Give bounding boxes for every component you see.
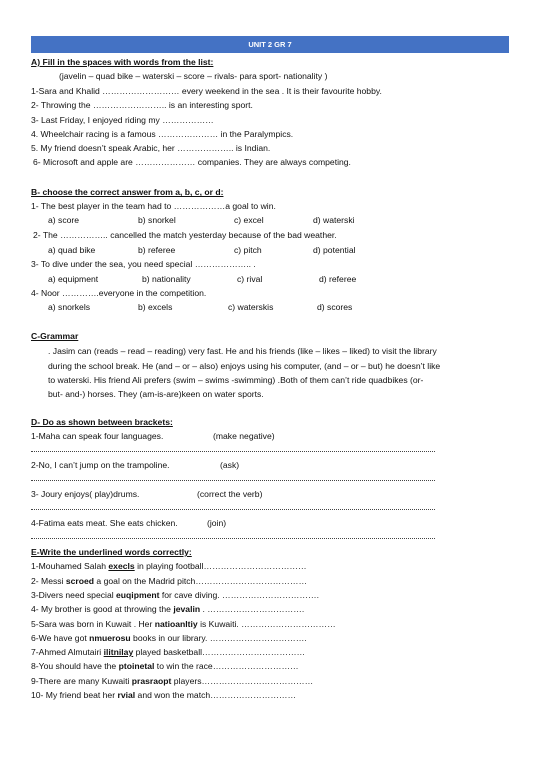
correction-item-text: 1-Mouhamed Salah	[31, 561, 109, 571]
section-a-item-6: 6- Microsoft and apple are ………………… companies. They are always competing.	[33, 157, 351, 167]
grammar-line-3: to waterski. His friend Ali prefers (swim – swims -swimming) .Both of them can’t ride quadbikes (or-	[48, 375, 424, 385]
unit-title: UNIT 2 GR 7	[248, 39, 292, 49]
correction-item	[31, 620, 336, 629]
question-3-option-c: c) rival	[237, 274, 263, 284]
section-a-item-3: 3- Last Friday, I enjoyed riding my ………………	[31, 115, 214, 125]
section-c-heading: C-Grammar	[31, 331, 79, 341]
grammar-line-1: . Jasim can (reads – read – reading) very fast. He and his friends (like – likes – liked) to visit the library	[48, 346, 437, 356]
misspelled-word: euqipment	[116, 590, 160, 600]
correction-item-text: 10- My friend beat her	[31, 690, 118, 700]
misspelled-word: execls	[108, 561, 135, 571]
misspelled-word: prasraopt	[131, 676, 172, 686]
transform-item-3-sentence: 3- Joury enjoys( play)drums.	[31, 489, 140, 499]
correction-answer-blank[interactable]: players…………………………………	[171, 676, 314, 686]
question-1-stem: 1- The best player in the team had to ………………a goal to win.	[31, 201, 276, 211]
misspelled-word: natioanltiy	[154, 619, 198, 629]
grammar-line-2: during the school break. He (and – or – also) enjoys using his computer, (and – or – but) he doesn’t like	[48, 361, 441, 371]
answer-line-3[interactable]	[31, 509, 435, 510]
question-4-option-d: d) scores	[317, 302, 353, 312]
question-4-stem: 4- Noor ………….everyone in the competition.	[31, 288, 207, 298]
unit-title-banner	[31, 36, 509, 53]
correction-item-text: 9-There are many Kuwaiti	[31, 676, 132, 686]
correction-item-text: 8-You should have the	[31, 661, 119, 671]
answer-line-4[interactable]	[31, 538, 435, 539]
misspelled-word: ptoinetal	[118, 661, 155, 671]
grammar-line-4: but- and-) horses. They (am-is-are)keen on water sports.	[48, 389, 264, 399]
transform-item-4-sentence: 4-Fatima eats meat. She eats chicken.	[31, 518, 178, 528]
misspelled-word: ilitnilay	[103, 647, 134, 657]
correction-item	[31, 691, 296, 700]
correction-answer-blank[interactable]: . …………………………….	[200, 604, 305, 614]
question-3-option-b: b) nationality	[142, 274, 191, 284]
correction-item	[31, 677, 313, 686]
correction-answer-blank[interactable]: to win the race…………………………	[154, 661, 299, 671]
answer-line-2[interactable]	[31, 480, 435, 481]
correction-item	[31, 648, 305, 657]
correction-item-text: 6-We have got	[31, 633, 90, 643]
transform-item-4-instruction: (join)	[207, 518, 227, 528]
correction-item-text: 5-Sara was born in Kuwait . Her	[31, 619, 155, 629]
correction-answer-blank[interactable]: played basketball………………………………	[133, 647, 306, 657]
answer-line-1[interactable]	[31, 451, 435, 452]
correction-item	[31, 605, 304, 614]
correction-item	[31, 634, 307, 643]
correction-item-text: 4- My brother is good at throwing the	[31, 604, 174, 614]
question-1-option-c: c) excel	[234, 215, 264, 225]
correction-answer-blank[interactable]: for cave diving. …………………………….	[159, 590, 319, 600]
section-a-item-1: 1-Sara and Khalid ……………………… every weekend in the sea . It is their favourite hobby.	[31, 86, 382, 96]
transform-item-1-sentence: 1-Maha can speak four languages.	[31, 431, 164, 441]
question-4-option-b: b) excels	[138, 302, 173, 312]
correction-item-text: 7-Ahmed Almutairi	[31, 647, 104, 657]
misspelled-word: rvial	[117, 690, 136, 700]
correction-answer-blank[interactable]: books in our library. …………………………….	[130, 633, 307, 643]
correction-answer-blank[interactable]: in playing football………………………………	[134, 561, 307, 571]
question-3-option-a: a) equipment	[48, 274, 99, 284]
correction-answer-blank[interactable]: a goal on the Madrid pitch…………………………………	[94, 576, 308, 586]
section-a-word-list: (javelin – quad bike – waterski – score – rivals- para sport- nationality )	[59, 71, 328, 81]
question-1-option-d: d) waterski	[313, 215, 355, 225]
transform-item-3-instruction: (correct the verb)	[197, 489, 263, 499]
question-2-option-d: d) potential	[313, 245, 356, 255]
section-b-heading: B- choose the correct answer from a, b, c, or d:	[31, 187, 224, 197]
section-e-heading: E-Write the underlined words correctly:	[31, 547, 192, 557]
correction-item-text: 2- Messi	[31, 576, 66, 586]
question-1-option-a: a) score	[48, 215, 80, 225]
correction-answer-blank[interactable]: and won the match…………………………	[135, 690, 297, 700]
question-4-option-a: a) snorkels	[48, 302, 91, 312]
section-a-item-2: 2- Throwing the …………………….. is an interesting sport.	[31, 100, 253, 110]
misspelled-word: jevalin	[173, 604, 201, 614]
question-2-stem: 2- The …………….. cancelled the match yesterday because of the bad weather.	[33, 230, 337, 240]
misspelled-word: scroed	[65, 576, 95, 586]
correction-item	[31, 591, 319, 600]
correction-item	[31, 662, 299, 671]
question-2-option-a: a) quad bike	[48, 245, 96, 255]
section-a-item-5: 5. My friend doesn’t speak Arabic, her ……………….. is Indian.	[31, 143, 271, 153]
section-a-heading: A) Fill in the spaces with words from the list:	[31, 57, 214, 67]
question-3-stem: 3- To dive under the sea, you need special ……………….. .	[31, 259, 256, 269]
correction-answer-blank[interactable]: is Kuwaiti. ……………………………	[197, 619, 336, 629]
question-3-option-d: d) referee	[319, 274, 357, 284]
correction-item-text: 3-Divers need special	[31, 590, 117, 600]
section-a-item-4: 4. Wheelchair racing is a famous ………………… in the Paralympics.	[31, 129, 294, 139]
section-d-heading: D- Do as shown between brackets:	[31, 417, 173, 427]
question-2-option-c: c) pitch	[234, 245, 262, 255]
misspelled-word: nmuerosu	[89, 633, 131, 643]
correction-item	[31, 577, 307, 586]
question-1-option-b: b) snorkel	[138, 215, 176, 225]
question-2-option-b: b) referee	[138, 245, 176, 255]
correction-item	[31, 562, 307, 571]
question-4-option-c: c) waterskis	[228, 302, 274, 312]
transform-item-2-instruction: (ask)	[220, 460, 240, 470]
transform-item-2-sentence: 2-No, I can’t jump on the trampoline.	[31, 460, 170, 470]
transform-item-1-instruction: (make negative)	[213, 431, 275, 441]
